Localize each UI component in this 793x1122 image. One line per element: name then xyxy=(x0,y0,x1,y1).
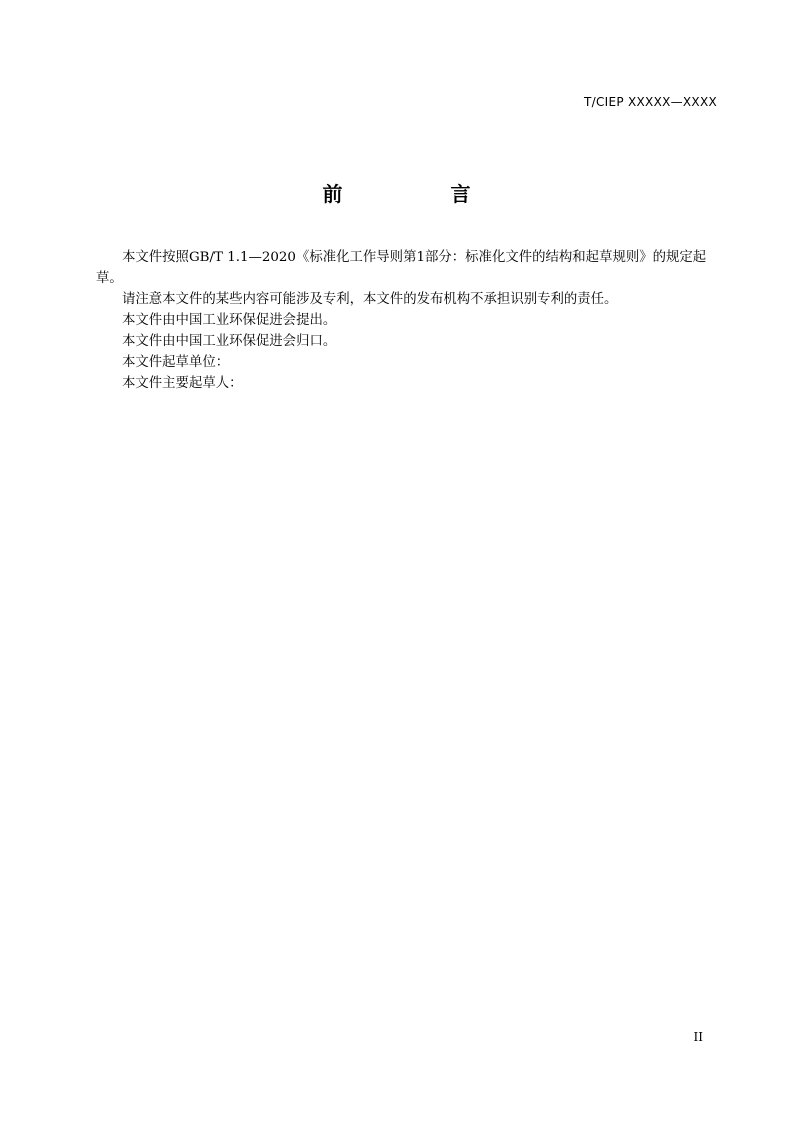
paragraph-proposer: 本文件由中国工业环保促进会提出。 xyxy=(122,313,337,328)
paragraph-management: 本文件由中国工业环保促进会归口。 xyxy=(122,334,337,349)
paragraph-drafting-units: 本文件起草单位： xyxy=(122,355,230,370)
page-number: II xyxy=(693,1030,703,1044)
paragraph-drafting-basis: 本文件按照GB/T 1.1—2020《标准化工作导则第1部分：标准化文件的结构和起草规则》的规定起草。 xyxy=(96,250,707,286)
paragraph-patent-notice: 请注意本文件的某些内容可能涉及专利，本文件的发布机构不承担识别专利的责任。 xyxy=(122,292,618,307)
foreword-body xyxy=(96,247,718,394)
page-title: 前 言 xyxy=(322,182,515,206)
paragraph-main-drafters: 本文件主要起草人： xyxy=(122,376,243,391)
standard-code: T/CIEP XXXXX—XXXX xyxy=(583,95,717,109)
